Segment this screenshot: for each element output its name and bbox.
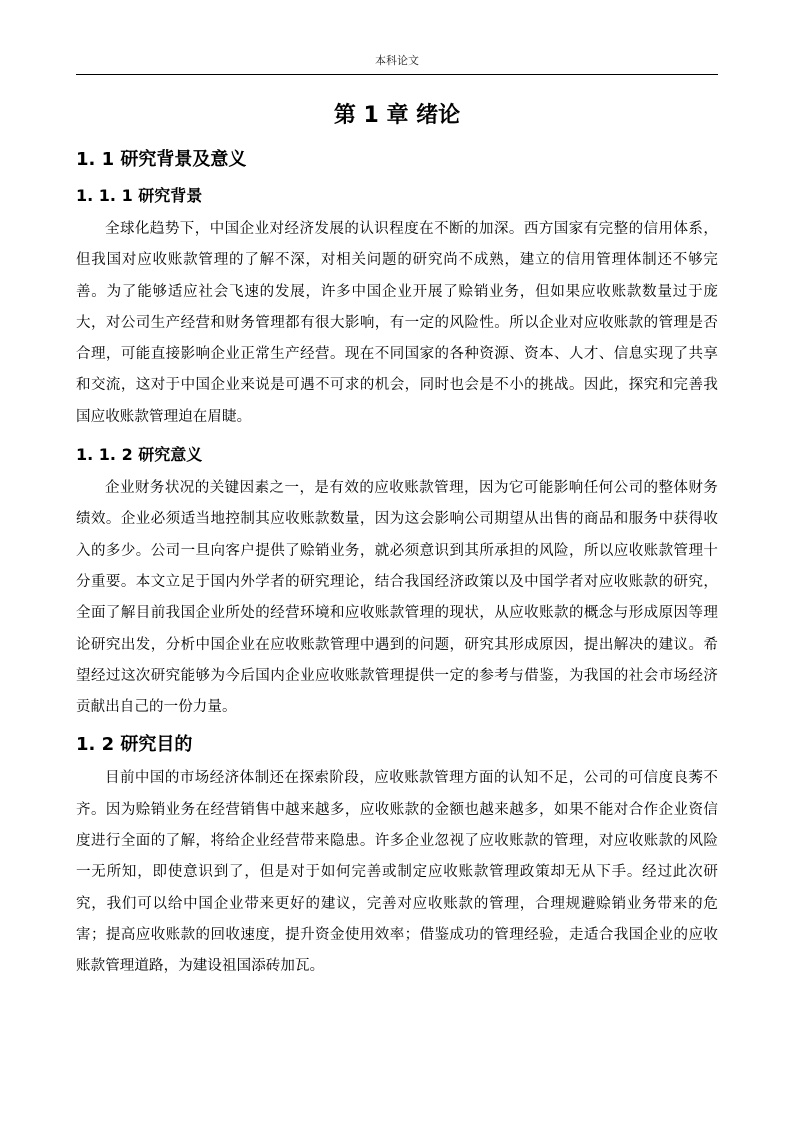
paragraph-research-significance: 企业财务状况的关键因素之一，是有效的应收账款管理，因为它可能影响任何公司的整体财务绩效。企业必须适当地控制其应收账款数量，因为这会影响公司期望从出售的商品和服务中获得收入的多少。公司一旦向客户提供了赊销业务，就必须意识到其所承担的风险，所以应收账款管理十分重要。本文立足于国内外学者的研究理论，结合我国经济政策以及中国学者对应收账款的研究，全面了解目前我国企业所处的经营环境和应收账款管理的现状，从应收账款的概念与形成原因等理论研究出发，分析中国企业在应收账款管理中遇到的问题，研究其形成原因，提出解决的建议。希望经过这次研究能够为今后国内企业应收账款管理提供一定的参考与借鉴，为我国的社会市场经济贡献出自己的一份力量。 [76,480,718,716]
section-heading-1-1-1: 1. 1. 1 研究背景 [76,186,203,205]
document-body [76,96,718,987]
paragraph-research-background: 全球化趋势下，中国企业对经济发展的认识程度在不断的加深。西方国家有完整的信用体系，但我国对应收账款管理的了解不深，对相关问题的研究尚不成熟，建立的信用管理体制还不够完善。为了能够适应社会飞速的发展，许多中国企业开展了赊销业务，但如果应收账款数量过于庞大，对公司生产经营和财务管理都有很大影响，有一定的风险性。所以企业对应收账款的管理是否合理，可能直接影响企业正常生产经营。现在不同国家的各种资源、资本、人才、信息实现了共享和交流，这对于中国企业来说是可遇不可求的机会，同时也会是不小的挑战。因此，探究和完善我国应收账款管理迫在眉睫。 [76,221,718,425]
paragraph-research-purpose: 目前中国的市场经济体制还在探索阶段，应收账款管理方面的认知不足，公司的可信度良莠不齐。因为赊销业务在经营销售中越来越多，应收账款的金额也越来越多，如果不能对合作企业资信度进行全面的了解，将给企业经营带来隐患。许多企业忽视了应收账款的管理，对应收账款的风险一无所知，即使意识到了，但是对于如何完善或制定应收账款管理政策却无从下手。经过此次研究，我们可以给中国企业带来更好的建议，完善对应收账款的管理，合理规避赊销业务带来的危害；提高应收账款的回收速度，提升资金使用效率；借鉴成功的管理经验，走适合我国企业的应收账款管理道路，为建设祖国添砖加瓦。 [76,770,718,975]
section-heading-1-1-2: 1. 1. 2 研究意义 [76,445,203,465]
running-header: 本科论文 [76,52,718,75]
section-heading-1-2: 1. 2 研究目的 [76,734,193,756]
section-heading-1-1: 1. 1 研究背景及意义 [76,149,247,170]
chapter-title: 第 1 章 绪论 [333,103,461,128]
